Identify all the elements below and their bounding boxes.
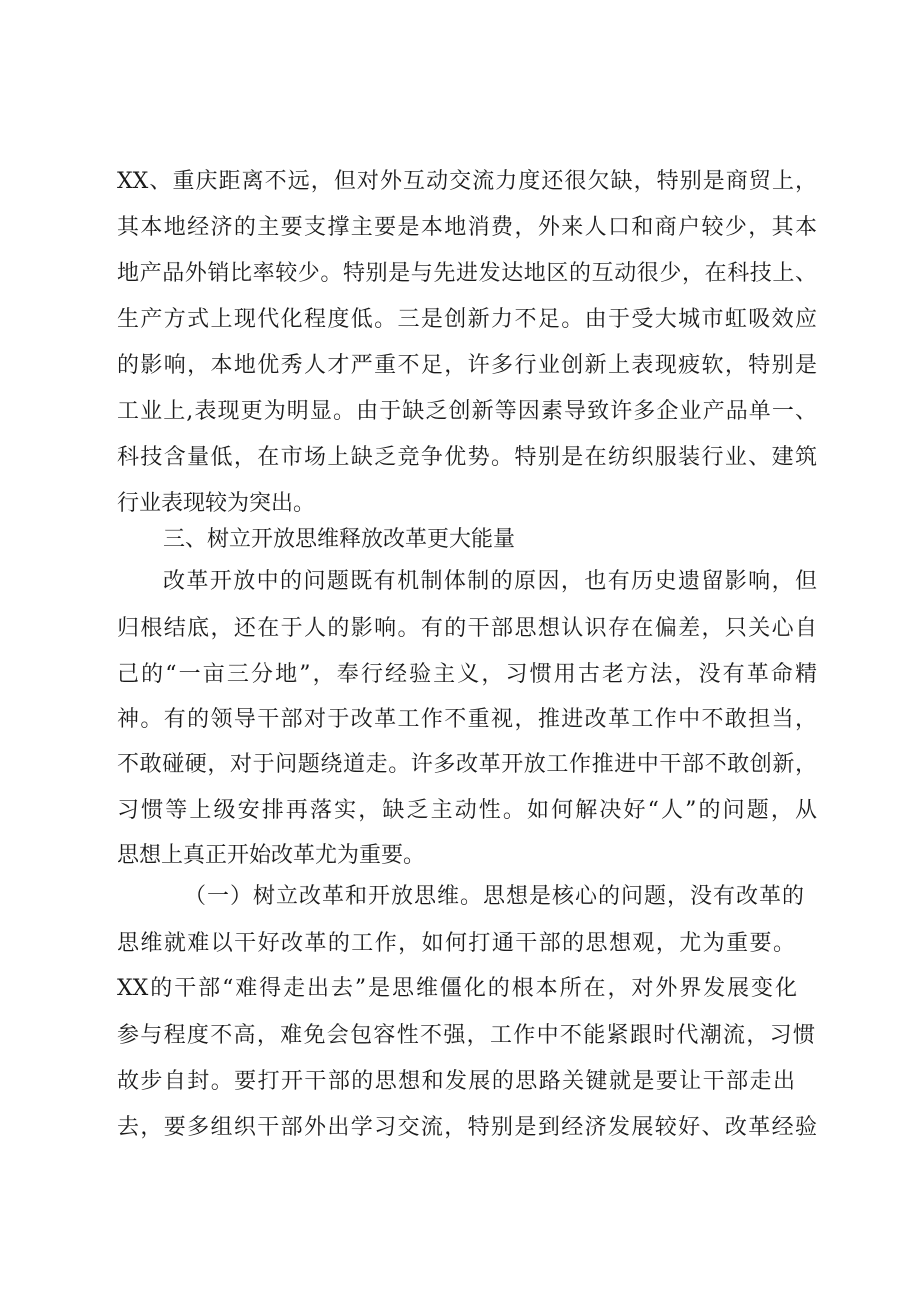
paragraph-2-line-5: 不敢碰硬，对于问题绕道走。许多改革开放工作推进中干部不敢创新， (117, 752, 817, 777)
paragraph-2-line-4: 神。有的领导干部对于改革工作不重视，推进改革工作中不敢担当， (117, 707, 817, 732)
paragraph-3-line-3: XX的干部“难得走出去”是思维僵化的根本所在，对外界发展变化 (117, 976, 797, 1001)
section-heading: 三、树立开放思维释放改革更大能量 (163, 527, 516, 552)
paragraph-1-line-2: 其本地经济的主要支撑主要是本地消费，外来人口和商户较少，其本 (117, 215, 817, 240)
paragraph-2-line-3: 己的“一亩三分地”，奉行经验主义，习惯用古老方法，没有革命精 (117, 662, 817, 687)
paragraph-1-line-7: 科技含量低，在市场上缺乏竞争优势。特别是在纺织服装行业、建筑 (117, 445, 817, 470)
paragraph-3-line-4: 参与程度不高，难免会包容性不强，工作中不能紧跟时代潮流，习惯 (117, 1023, 815, 1048)
paragraph-2-line-7: 思想上真正开始改革尤为重要。 (117, 843, 426, 868)
paragraph-1-line-1: XX、重庆距离不远，但对外互动交流力度还很欠缺，特别是商贸上， (117, 169, 817, 194)
paragraph-1-line-5: 的影响，本地优秀人才严重不足，许多行业创新上表现疲软，特别是 (117, 353, 817, 378)
paragraph-3-line-5: 故步自封。要打开干部的思想和发展的思路关键就是要让干部走出 (117, 1069, 795, 1094)
paragraph-2-line-2: 归根结底，还在于人的影响。有的干部思想认识存在偏差，只关心自 (117, 616, 817, 641)
paragraph-1-line-8: 行业表现较为突出。 (117, 491, 316, 516)
paragraph-1-line-6: 工业上,表现更为明显。由于缺乏创新等因素导致许多企业产品单一、 (117, 399, 817, 424)
paragraph-3-line-6: 去，要多组织干部外出学习交流，特别是到经济发展较好、改革经验 (117, 1115, 817, 1140)
paragraph-1-line-3: 地产品外销比率较少。特别是与先进发达地区的互动很少，在科技上、 (117, 261, 817, 286)
paragraph-3-line-1: （一）树立改革和开放思维。思想是核心的问题，没有改革的 (184, 884, 804, 909)
paragraph-3-line-2: 思维就难以干好改革的工作，如何打通干部的思想观，尤为重要。 (117, 931, 795, 956)
paragraph-2-line-1: 改革开放中的问题既有机制体制的原因，也有历史遗留影响，但 (163, 569, 817, 594)
paragraph-1-line-4: 生产方式上现代化程度低。三是创新力不足。由于受大城市虹吸效应 (117, 307, 817, 332)
paragraph-2-line-6: 习惯等上级安排再落实，缺乏主动性。如何解决好“人”的问题，从 (117, 798, 817, 823)
